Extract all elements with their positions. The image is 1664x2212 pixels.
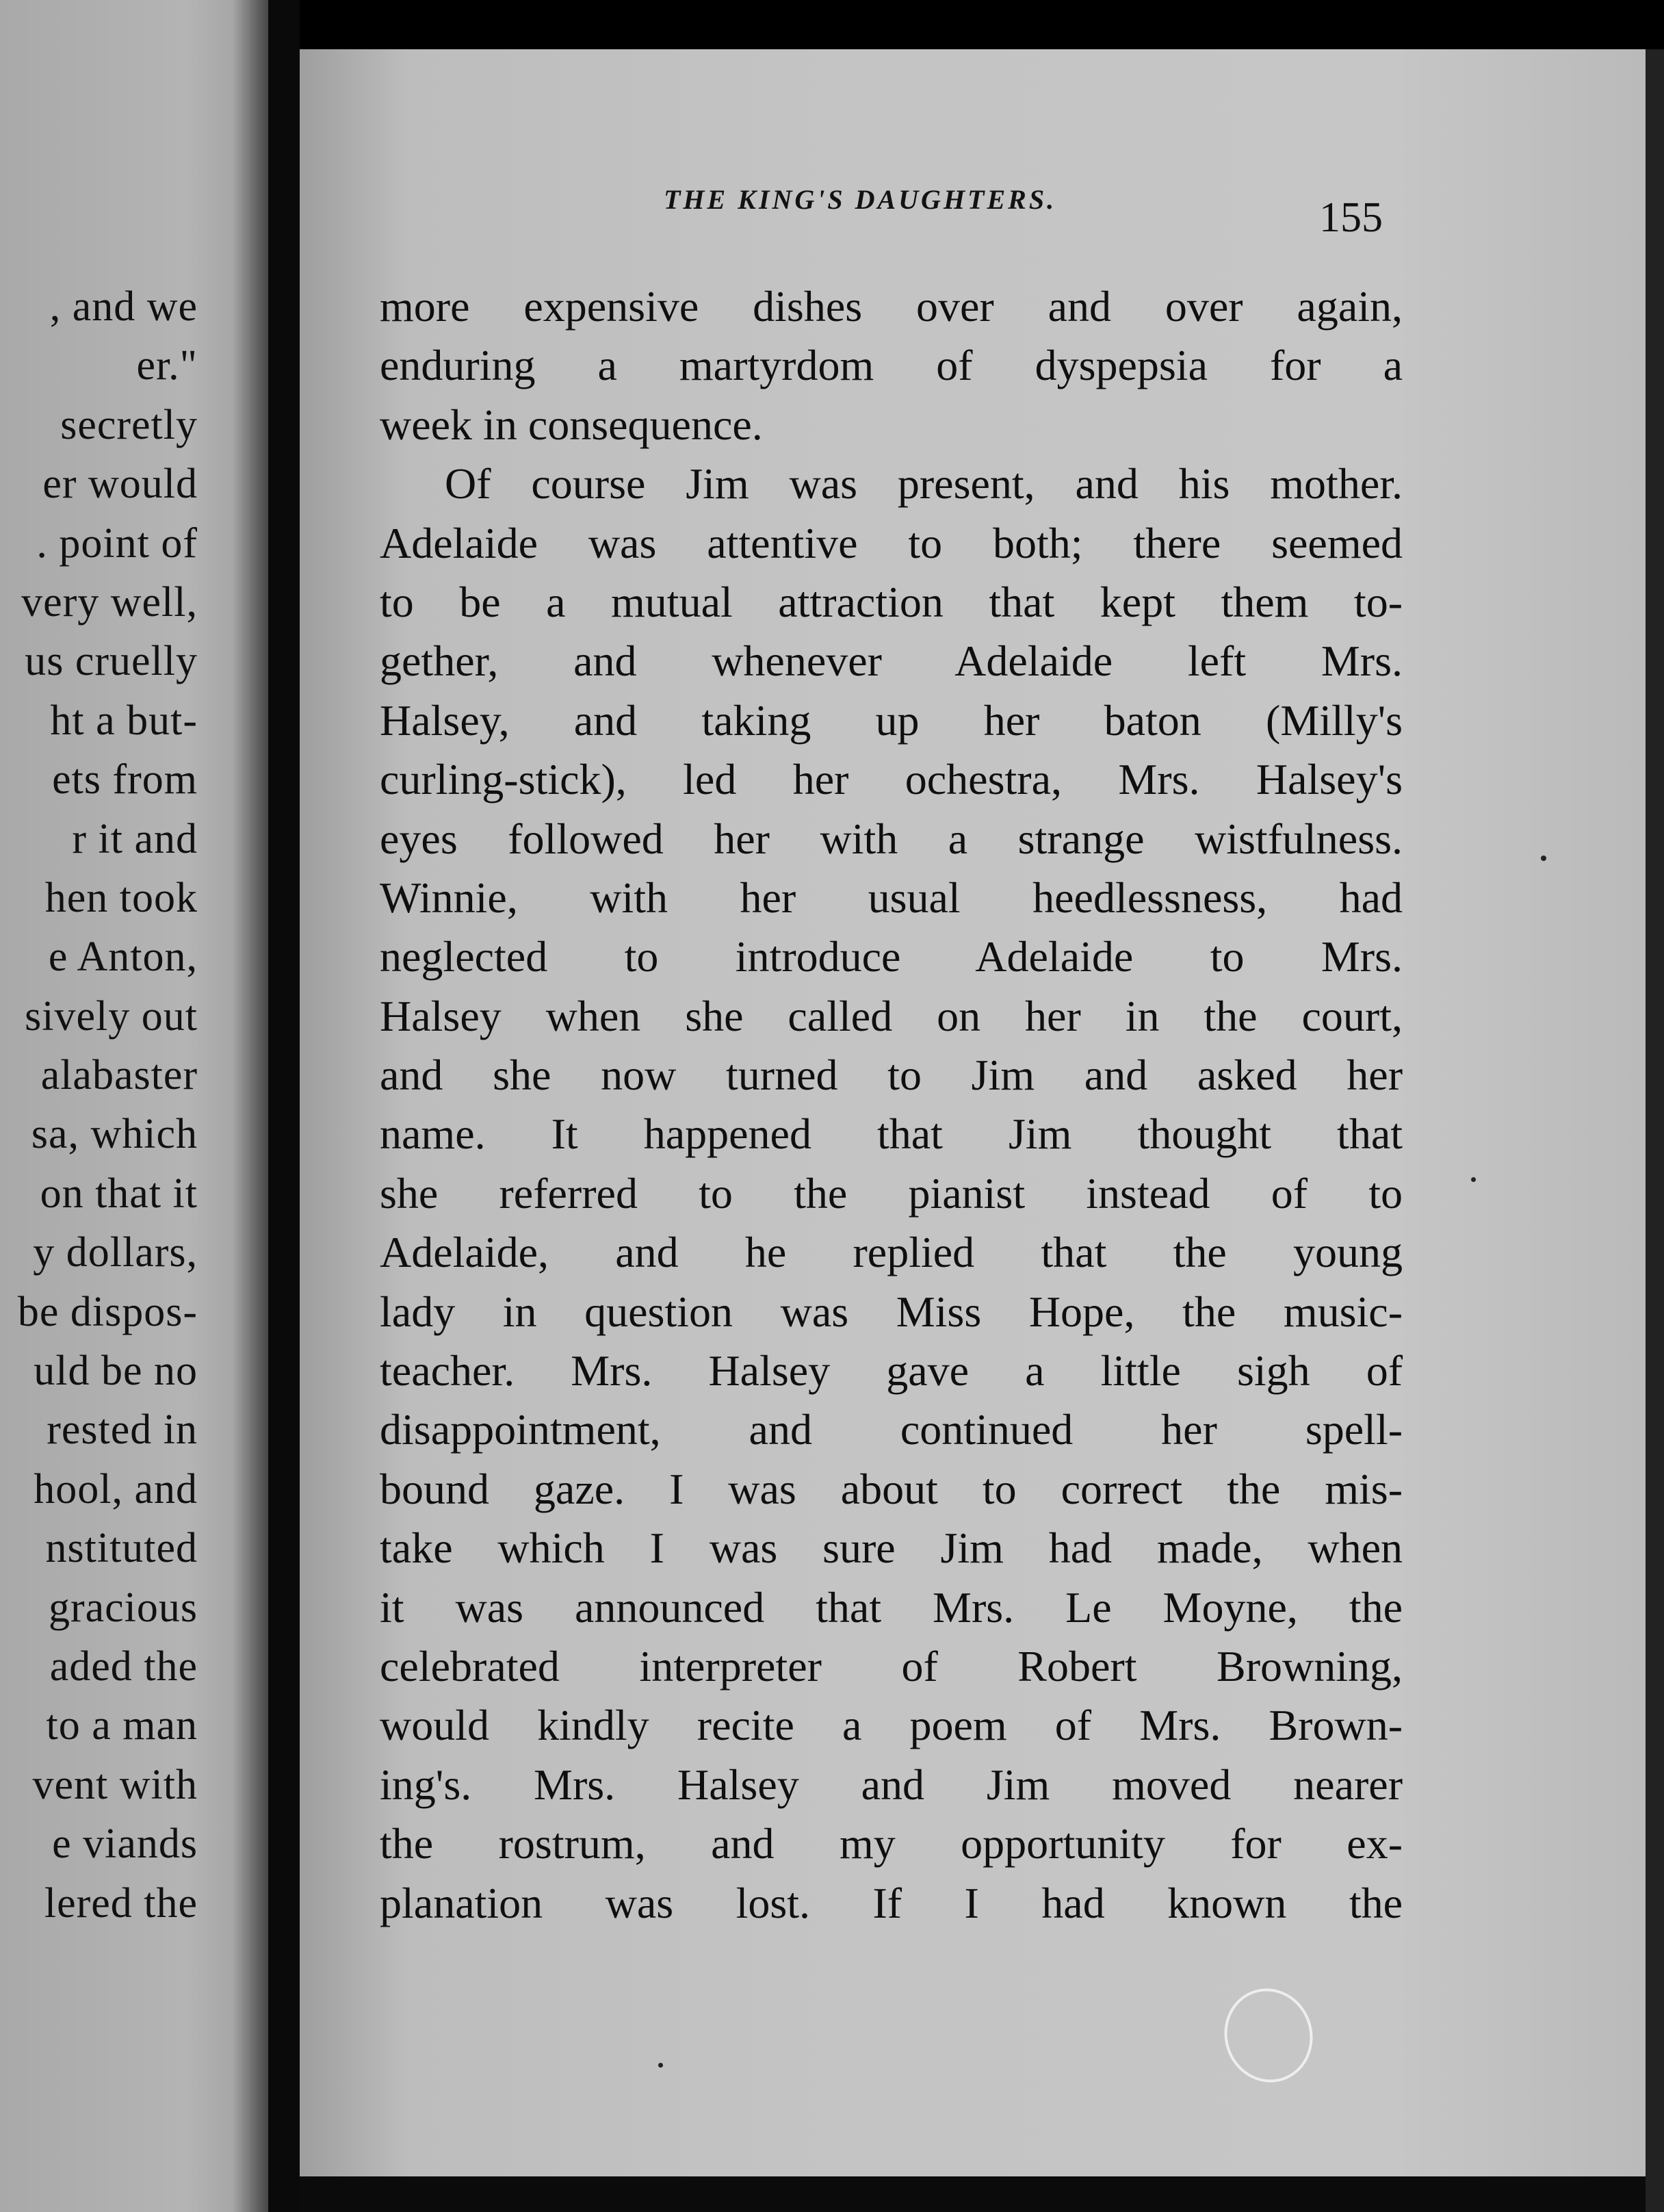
previous-page-line: ht a but-	[50, 697, 198, 744]
page-body-text	[380, 277, 1403, 1933]
previous-page-text	[0, 277, 198, 1933]
text-line: disappointment, and continued her spell-	[380, 1405, 1403, 1454]
text-line: gether, and whenever Adelaide left Mrs.	[380, 636, 1403, 686]
previous-page-line: gracious	[48, 1584, 198, 1631]
text-line: and she now turned to Jim and asked her	[380, 1051, 1403, 1100]
previous-page-line: very well,	[21, 578, 198, 626]
text-line: lady in question was Miss Hope, the music-	[380, 1287, 1403, 1336]
previous-page-line: lered the	[44, 1879, 198, 1927]
previous-page-line: to a man	[46, 1702, 198, 1749]
previous-page-line: be dispos-	[17, 1288, 198, 1335]
previous-page-line: hool, and	[34, 1465, 198, 1513]
gutter-shadow	[233, 0, 268, 2212]
text-line: Winnie, with her usual heedlessness, had	[380, 873, 1403, 922]
previous-page-line: , and we	[49, 283, 198, 330]
previous-page-line: rested in	[47, 1406, 198, 1454]
text-line: teacher. Mrs. Halsey gave a little sigh of	[380, 1346, 1403, 1396]
text-line: take which I was sure Jim had made, when	[380, 1523, 1403, 1573]
text-line: she referred to the pianist instead of to	[380, 1168, 1403, 1218]
text-line: bound gaze. I was about to correct the mis-	[380, 1464, 1403, 1513]
previous-page-line: ets from	[52, 756, 198, 803]
scan-speck	[1471, 1177, 1476, 1182]
page-number: 155	[1319, 194, 1383, 241]
previous-page-fragment	[0, 0, 268, 2212]
text-line: Halsey, and taking up her baton (Milly's	[380, 695, 1403, 745]
previous-page-line: us cruelly	[25, 638, 198, 685]
text-line: the rostrum, and my opportunity for ex-	[380, 1819, 1403, 1868]
text-line: Adelaide, and he replied that the young	[380, 1228, 1403, 1277]
text-line: name. It happened that Jim thought that	[380, 1109, 1403, 1159]
page-edge	[1646, 49, 1664, 2212]
text-line: Halsey when she called on her in the court,	[380, 991, 1403, 1040]
text-line: enduring a martyrdom of dyspepsia for a	[380, 341, 1403, 390]
previous-page-line: er would	[42, 461, 198, 508]
previous-page-line: alabaster	[40, 1052, 198, 1099]
previous-page-line: sively out	[25, 992, 198, 1040]
previous-page-line: e viands	[52, 1821, 198, 1868]
text-line: Adelaide was attentive to both; there seemed	[380, 518, 1403, 567]
text-line: neglected to introduce Adelaide to Mrs.	[380, 932, 1403, 981]
running-head: THE KING'S DAUGHTERS.	[664, 184, 1057, 215]
text-line: it was announced that Mrs. Le Moyne, the	[380, 1582, 1403, 1632]
previous-page-line: r it and	[72, 815, 198, 862]
text-line: planation was lost. If I had known the	[380, 1878, 1403, 1927]
text-line: Of course Jim was present, and his mother.	[445, 459, 1403, 509]
previous-page-line: er."	[136, 342, 198, 389]
text-line: celebrated interpreter of Robert Browning,	[380, 1641, 1403, 1690]
scan-speck	[1541, 856, 1546, 861]
previous-page-line: aded the	[49, 1643, 198, 1690]
text-line: more expensive dishes over and over again,	[380, 282, 1403, 331]
previous-page-line: y dollars,	[33, 1229, 198, 1276]
previous-page-line: hen took	[44, 874, 198, 921]
text-line: week in consequence.	[380, 400, 763, 449]
scan-bottom-border	[300, 2176, 1664, 2212]
text-line: would kindly recite a poem of Mrs. Brown-	[380, 1701, 1403, 1750]
previous-page-line: uld be no	[34, 1348, 198, 1395]
text-line: eyes followed her with a strange wistfulness.	[380, 814, 1403, 863]
scan-speck	[658, 2063, 663, 2068]
previous-page-line: nstituted	[45, 1525, 198, 1572]
previous-page-line: e Anton,	[48, 934, 198, 981]
text-line: curling-stick), led her ochestra, Mrs. Halsey's	[380, 755, 1403, 804]
text-line: to be a mutual attraction that kept them to-	[380, 577, 1403, 626]
previous-page-line: sa, which	[31, 1111, 198, 1158]
previous-page-line: . point of	[36, 519, 198, 567]
previous-page-line: vent with	[32, 1761, 198, 1808]
text-line: ing's. Mrs. Halsey and Jim moved nearer	[380, 1760, 1403, 1809]
previous-page-line: on that it	[40, 1170, 198, 1217]
previous-page-line: secretly	[60, 401, 198, 448]
book-gutter	[268, 0, 300, 2212]
